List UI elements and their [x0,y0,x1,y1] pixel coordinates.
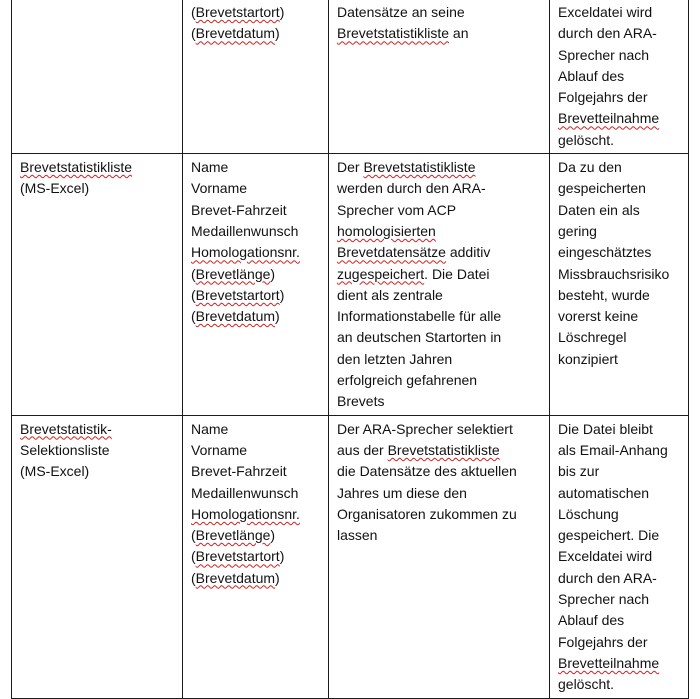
data-name-cell [12,0,183,154]
text-segment: Folgejahrs der [558,89,648,106]
text-segment: an [449,25,469,42]
text-line [558,306,682,327]
text-segment: Sprecher nach [558,591,650,608]
text-segment: Medaillenwunsch [191,222,299,239]
text-line [337,419,543,440]
text-segment: den letzten Jahren [337,350,453,367]
text-line [191,306,322,327]
text-segment: . Die Datei [424,265,490,282]
text-line [558,327,682,348]
text-line [558,285,682,306]
text-segment: gelöscht. [558,131,615,148]
spellcheck-word: Homologationsnr. [191,505,300,522]
text-segment: Löschregel [558,329,627,346]
text-line [558,632,682,653]
spellcheck-word: Brevetstartort [195,4,280,20]
text-line [191,178,322,199]
text-line [191,483,322,504]
text-line [558,87,682,108]
text-line [337,370,543,391]
text-segment: ) [270,527,276,544]
spellcheck-word: Brevetlänge [195,265,271,282]
text-line [337,221,543,242]
text-segment: ) [279,4,285,20]
text-line [558,45,682,66]
text-segment: Daten ein als [558,201,640,218]
text-line [191,461,322,482]
text-segment: Der ARA-Sprecher selektiert [337,420,513,437]
text-segment: Die Datei bleibt [558,420,653,437]
text-line [337,349,543,370]
text-line [558,653,682,674]
spellcheck-word: Brevetstatistikliste [337,25,450,42]
text-segment: als Email-Anhang [558,441,668,458]
text-segment: durch den ARA- [558,25,657,42]
text-line [20,461,176,482]
text-line [337,285,543,306]
text-segment: Löschung [558,505,619,522]
text-segment: Medaillenwunsch [191,484,299,501]
text-line [558,178,682,199]
text-segment: vorerst keine [558,308,639,325]
spellcheck-word: Brevetstatistik- [20,420,112,437]
text-segment: gespeicherten [558,180,646,197]
text-segment: bis zur [558,463,600,480]
text-line [337,483,543,504]
text-segment: besteht, wurde [558,286,650,303]
text-segment: ( [191,286,196,303]
deletion-cell [550,0,689,154]
text-segment: Folgejahrs der [558,633,648,650]
processing-cell [329,154,550,416]
text-line [337,327,543,348]
text-line [558,2,682,23]
text-segment: konzipiert [558,350,618,367]
text-segment: ( [191,4,196,20]
text-segment: gering [558,222,597,239]
text-line [191,242,322,263]
text-segment: ) [275,308,280,325]
text-segment: Vorname [191,441,248,458]
data-name-cell [12,415,183,698]
text-segment: gespeichert. Die [558,527,660,544]
spellcheck-word: Brevetdatum [195,25,276,42]
text-segment: ( [191,308,196,325]
text-segment: Da zu den [558,159,622,176]
text-segment: Datensätze an seine [337,4,465,20]
text-segment: Brevet-Fahrzeit [191,463,287,480]
text-segment: gelöscht. [558,676,615,693]
text-line [558,221,682,242]
text-segment: dient als zentrale [337,286,443,303]
text-line [191,440,322,461]
text-line [558,483,682,504]
text-line [558,461,682,482]
text-segment: Exceldatei wird [558,548,653,565]
spellcheck-word: zugespeichert [337,265,425,282]
text-line [558,504,682,525]
text-line [191,285,322,306]
text-line [337,440,543,461]
spellcheck-word: Brevetdatensätze [337,244,446,261]
spellcheck-word: homologisierten [337,222,436,239]
text-segment: ( [191,25,196,42]
fields-cell [183,0,329,154]
text-line [20,419,176,440]
table-row [12,154,689,416]
text-line [558,242,682,263]
text-segment: Selektionsliste [20,441,110,458]
text-segment: ) [270,265,276,282]
text-segment: Brevet-Fahrzeit [191,201,287,218]
processing-cell [329,0,550,154]
text-segment: Der [337,159,364,176]
text-line [558,349,682,370]
spellcheck-word: Brevetstatistikliste [387,441,500,458]
text-segment: Name [191,420,229,437]
spellcheck-word: Brevetstartort [195,548,280,565]
text-segment: Brevets [337,393,385,410]
text-line [191,525,322,546]
text-line [337,264,543,285]
text-line [558,200,682,221]
text-segment: (MS-Excel) [20,180,90,197]
text-line [191,221,322,242]
text-segment: Ablauf des [558,67,625,84]
text-line [558,568,682,589]
text-line [337,242,543,263]
text-line [191,419,322,440]
text-line [558,589,682,610]
text-line [337,525,543,546]
text-line [191,23,322,44]
text-segment: Exceldatei wird [558,4,653,20]
table-row [12,415,689,698]
text-segment: werden durch den ARA- [337,180,486,197]
text-line [558,66,682,87]
text-segment: Name [191,159,229,176]
text-segment: additiv [445,244,491,261]
text-segment: die Datensätze des aktuellen [337,463,517,480]
text-line [337,157,543,178]
data-name-cell [12,154,183,416]
text-line [337,23,543,44]
text-segment: ( [191,569,196,586]
text-line [558,440,682,461]
text-segment: an deutschen Startorten in [337,329,502,346]
text-line [191,546,322,567]
text-line [337,2,543,23]
text-segment: Organisatoren zukommen zu [337,505,517,522]
text-segment: ) [279,548,285,565]
text-segment: Jahres um diese den [337,484,467,501]
text-segment: durch den ARA- [558,569,657,586]
text-line [191,2,322,23]
text-segment: ( [191,265,196,282]
text-segment: Ablauf des [558,612,625,629]
text-line [191,568,322,589]
deletion-cell [550,154,689,416]
table-row [12,0,689,154]
spellcheck-word: Brevetdatum [195,569,276,586]
text-line [558,610,682,631]
text-segment: automatischen [558,484,650,501]
text-line [558,23,682,44]
text-line [558,130,682,151]
text-segment: ( [191,548,196,565]
text-segment: ) [279,286,285,303]
text-line [191,200,322,221]
text-segment: lassen [337,527,378,544]
text-segment: ( [191,527,196,544]
text-line [558,419,682,440]
spellcheck-word: Brevetteilnahme [558,110,660,127]
text-segment: Missbrauchsrisiko [558,265,670,282]
spellcheck-word: Brevetstartort [195,286,280,303]
spellcheck-word: Brevetstatistikliste [363,159,476,176]
text-line [337,200,543,221]
text-line [337,391,543,412]
text-line [191,264,322,285]
text-segment: Informationstabelle für alle [337,308,502,325]
text-line [337,178,543,199]
spellcheck-word: Brevetlänge [195,527,271,544]
text-line [191,504,322,525]
processing-cell [329,415,550,698]
text-segment: Sprecher nach [558,46,650,63]
text-segment: ) [275,25,280,42]
text-segment: aus der [337,441,388,458]
spellcheck-word: Brevetstatistikliste [20,159,133,176]
text-segment: ) [275,569,280,586]
text-line [558,157,682,178]
text-segment: Sprecher vom ACP [337,201,457,218]
text-line [558,108,682,129]
text-line [337,504,543,525]
text-line [20,157,176,178]
text-line [20,440,176,461]
deletion-cell [550,415,689,698]
text-line [558,674,682,695]
text-line [191,157,322,178]
text-segment: erfolgreich gefahrenen [337,372,478,389]
spellcheck-word: Brevetdatum [195,308,276,325]
fields-cell [183,415,329,698]
text-segment: eingeschätztes [558,244,652,261]
text-line [337,461,543,482]
text-line [20,178,176,199]
data-processing-table [11,0,689,699]
text-segment: (MS-Excel) [20,463,90,480]
text-line [558,546,682,567]
text-line [558,264,682,285]
spellcheck-word: Homologationsnr. [191,244,300,261]
text-line [558,525,682,546]
fields-cell [183,154,329,416]
text-line [337,306,543,327]
spellcheck-word: Brevetteilnahme [558,654,660,671]
text-segment: Vorname [191,180,248,197]
